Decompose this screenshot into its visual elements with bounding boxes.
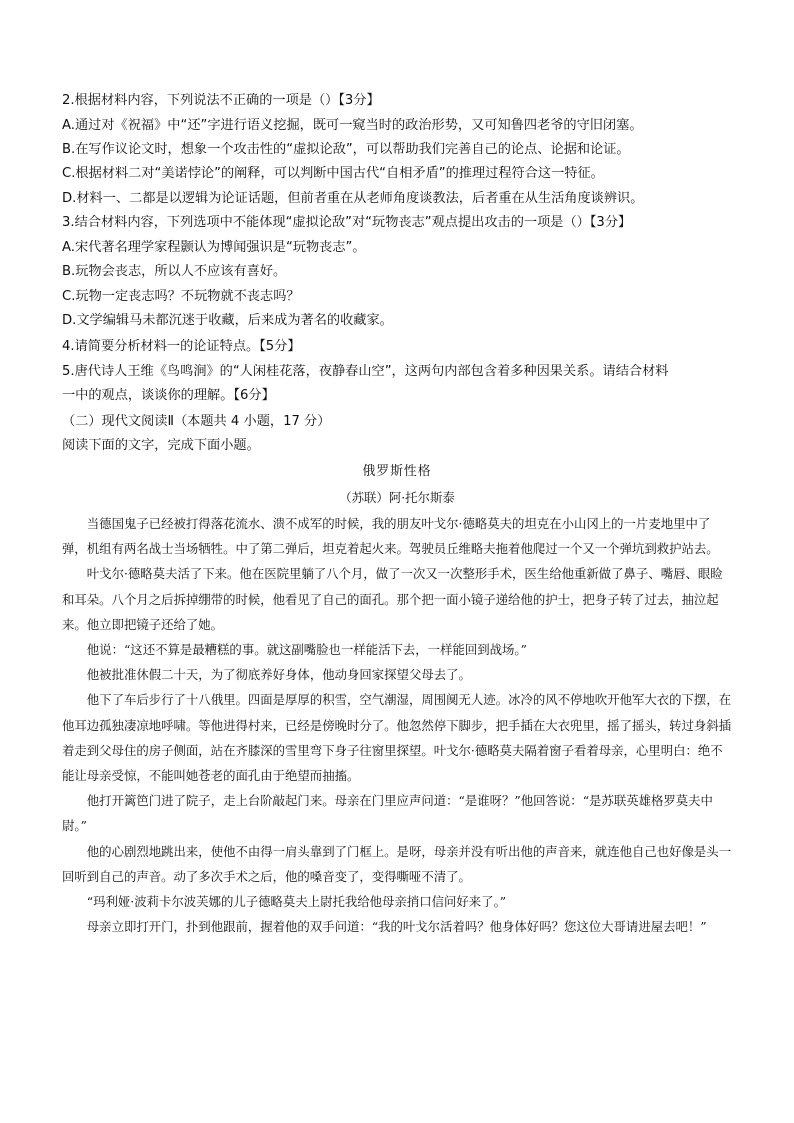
question-3-option-c: C.玩物一定丧志吗？不玩物就不丧志吗？ [62, 289, 300, 304]
story-paragraph: 叶戈尔·德略莫夫活了下来。他在医院里躺了八个月，做了一次又一次整形手术，医生给他重新做了鼻子、嘴唇、眼睑和耳朵。八个月之后拆掉绷带的时候，他看见了自己的面孔。那个把一面小镜子递给他的护士，把身子转了过去，抽泣起来。他立即把镜子还给了她。 [62, 566, 723, 632]
question-2-option-b: B.在写作议论文时，想象一个攻击性的“虚拟论敌”，可以帮助我们完善自己的论点、论据和论证。 [62, 142, 630, 157]
question-3-option-b: B.玩物会丧志，所以人不应该有喜好。 [62, 264, 287, 279]
question-2-option-c: C.根据材料二对“美诺悖论”的阐释，可以判断中国古代“自相矛盾”的推理过程符合这一特征。 [62, 166, 604, 181]
story-paragraph: “玛利娅·波莉卡尔波芙娜的儿子德略莫夫上尉托我给他母亲捎口信问好来了。” [86, 894, 507, 910]
story-paragraph: 他下了车后步行了十八俄里。四面是厚厚的积雪，空气潮湿，周围阒无人迹。冰冷的风不停地吹开他军大衣的下摆，在他耳边孤独凄凉地呼啸。等他进得村来，已经是傍晚时分了。他忽然停下脚步，把手插在大衣兜里，摇了摇头，转过身斜插着走到父母住的房子侧面，站在齐膝深的雪里弯下身子往窗里探望。叶戈尔·德略莫夫隔着窗子看着母亲，心里明白：绝不能让母亲受惊，不能叫她苍老的面孔由于绝望而抽搐。 [62, 692, 732, 784]
section-instruction: 阅读下面的文字，完成下面小题。 [62, 438, 260, 453]
story-paragraph: 他打开篱笆门进了院子，走上台阶敲起门来。母亲在门里应声问道：“是谁呀？”他回答说：“是苏联英雄格罗莫夫中尉。” [62, 793, 713, 834]
question-2-stem: 2.根据材料内容，下列说法不正确的一项是（）【3分】 [62, 93, 380, 108]
story-paragraph: 当德国鬼子已经被打得落花流水、溃不成军的时候，我的朋友叶戈尔·德略莫夫的坦克在小山冈上的一片麦地里中了弹，机组有两名战士当场牺牲。中了第二弹后，坦克着起火来。驾驶员丘维略夫拖着他爬过一个又一个弹坑到救护站去。 [62, 516, 719, 557]
question-3-option-a: A.宋代著名理学家程颢认为博闻强识是“玩物丧志”。 [62, 240, 366, 255]
story-paragraph: 他说：“这还不算是最糟糕的事。就这副嘴脸也一样能活下去，一样能回到战场。” [86, 642, 527, 658]
section-heading: （二）现代文阅读Ⅱ（本题共 4 小题，17 分） [62, 414, 331, 429]
question-3-stem: 3.结合材料内容，下列选项中不能体现“虚拟论敌”对“玩物丧志”观点提出攻击的一项是（）【3分】 [62, 215, 632, 230]
story-paragraph: 他的心剧烈地跳出来，使他不由得一肩头靠到了门框上。是呀，母亲并没有听出他的声音来，就连他自己也好像是头一回听到自己的声音。动了多次手术之后，他的嗓音变了，变得嘶哑不清了。 [62, 843, 732, 884]
story-title: 俄罗斯性格 [362, 464, 432, 479]
question-3-option-d: D.文学编辑马未都沉迷于收藏，后来成为著名的收藏家。 [62, 313, 393, 328]
question-5-line-1: 5.唐代诗人王维《鸟鸣涧》的“人闲桂花落，夜静春山空”，这两句内部包含着多种因果关系。请结合材料 [62, 364, 669, 379]
story-paragraph: 母亲立即打开门，扑到他跟前，握着他的双手问道：“我的叶戈尔活着吗？他身体好吗？您这位大哥请进屋去吧！” [86, 919, 707, 935]
story-body [62, 511, 732, 939]
question-5-line-2: 一中的观点，谈谈你的理解。【6分】 [62, 388, 275, 403]
question-4: 4.请简要分析材料一的论证特点。【5分】 [62, 339, 301, 354]
question-2-option-d: D.材料一、二都是以逻辑为论证话题，但前者重在从老师角度谈教法，后者重在从生活角度谈辨识。 [62, 191, 644, 206]
story-paragraph: 他被批准休假二十天，为了彻底养好身体，他动身回家探望父母去了。 [86, 667, 471, 683]
question-2-option-a: A.通过对《祝福》中“还”字进行语义挖掘，既可一窥当时的政治形势，又可知鲁四老爷的守旧闭塞。 [62, 118, 643, 133]
story-author: （苏联）阿·托尔斯泰 [339, 490, 455, 505]
